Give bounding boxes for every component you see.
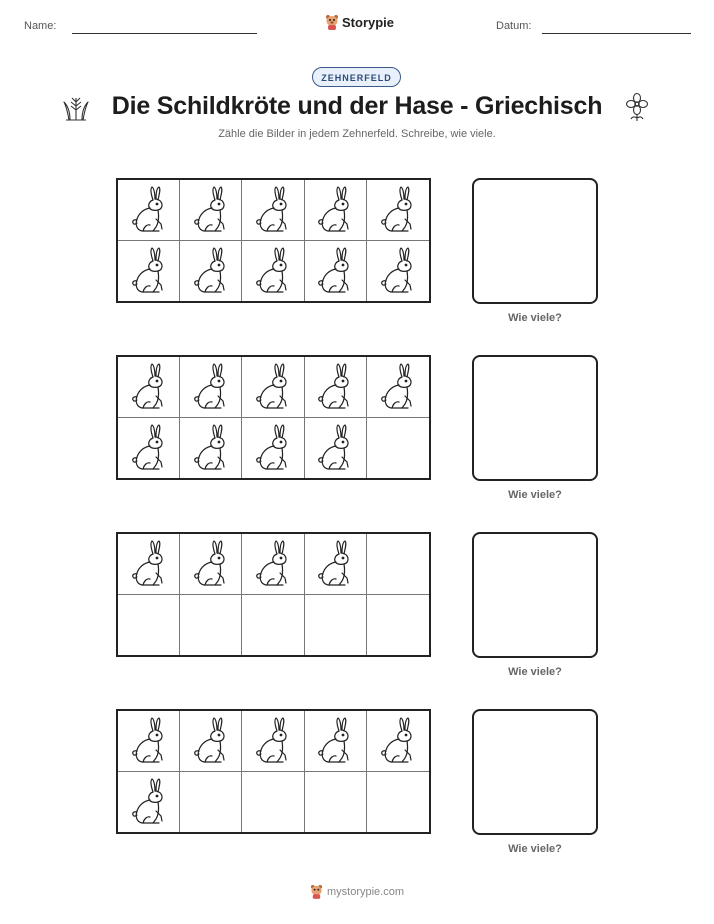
ten-frame-cell (180, 711, 242, 772)
ten-frame-cell (118, 357, 180, 418)
ten-frame-cell (118, 241, 180, 302)
rabbit-icon (128, 363, 170, 411)
ten-frame-cell (367, 357, 429, 418)
ten-frame-cell (118, 180, 180, 241)
ten-frame-cell (118, 711, 180, 772)
answer-box-2[interactable] (472, 355, 598, 481)
ten-frame-2 (116, 355, 431, 480)
answer-box-4[interactable] (472, 709, 598, 835)
ten-frame-cell (242, 711, 304, 772)
ten-frame-cell (242, 418, 304, 479)
rabbit-icon (377, 717, 419, 765)
name-line (72, 33, 257, 34)
ten-frame-cell (180, 241, 242, 302)
ten-frame-4 (116, 709, 431, 834)
rabbit-icon (128, 778, 170, 826)
rabbit-icon (314, 424, 356, 472)
rabbit-icon (314, 186, 356, 234)
ten-frame-cell (367, 772, 429, 833)
answer-box-3[interactable] (472, 532, 598, 658)
rabbit-icon (128, 717, 170, 765)
rabbit-icon (314, 363, 356, 411)
ten-frame-3 (116, 532, 431, 657)
ten-frame-cell (305, 180, 367, 241)
ten-frame-cell (180, 418, 242, 479)
rabbit-icon (252, 186, 294, 234)
ten-frame-cell (242, 180, 304, 241)
rabbit-icon (252, 363, 294, 411)
brand-logo (325, 14, 394, 30)
rabbit-icon (314, 717, 356, 765)
rabbit-icon (377, 247, 419, 295)
ten-frame-cell (242, 534, 304, 595)
ten-frame-cell (118, 534, 180, 595)
ten-frame-cell (118, 418, 180, 479)
date-line (542, 33, 691, 34)
ten-frame-cell (305, 772, 367, 833)
date-label: Datum: (496, 20, 532, 32)
storypie-mascot-icon (310, 884, 323, 899)
flower-icon (624, 92, 650, 122)
answer-box-1[interactable] (472, 178, 598, 304)
ten-frame-cell (367, 711, 429, 772)
ten-frame-cell (367, 241, 429, 302)
how-many-label-4: Wie viele? (508, 843, 562, 855)
ten-frame-cell (242, 357, 304, 418)
rabbit-icon (190, 717, 232, 765)
ten-frame-cell (305, 241, 367, 302)
ten-frame-cell (242, 772, 304, 833)
name-label: Name: (24, 20, 57, 32)
rabbit-icon (314, 540, 356, 588)
ten-frame-cell (305, 534, 367, 595)
rabbit-icon (252, 247, 294, 295)
rabbit-icon (128, 247, 170, 295)
ten-frame-cell (305, 595, 367, 656)
rabbit-icon (314, 247, 356, 295)
rabbit-icon (377, 186, 419, 234)
rabbit-icon (190, 186, 232, 234)
worksheet-type-badge: ZEHNERFELD (312, 67, 401, 87)
rabbit-icon (377, 363, 419, 411)
ten-frame-cell (242, 241, 304, 302)
rabbit-icon (252, 424, 294, 472)
page-title: Die Schildkröte und der Hase - Griechisch (111, 92, 603, 120)
rabbit-icon (128, 540, 170, 588)
ten-frame-cell (180, 595, 242, 656)
how-many-label-2: Wie viele? (508, 489, 562, 501)
how-many-label-1: Wie viele? (508, 312, 562, 324)
rabbit-icon (190, 363, 232, 411)
ten-frame-cell (180, 772, 242, 833)
rabbit-icon (190, 247, 232, 295)
ten-frame-cell (367, 595, 429, 656)
ten-frame-cell (180, 534, 242, 595)
how-many-label-3: Wie viele? (508, 666, 562, 678)
rabbit-icon (252, 540, 294, 588)
ten-frame-cell (118, 595, 180, 656)
ten-frame-cell (367, 418, 429, 479)
rabbit-icon (128, 424, 170, 472)
ten-frame-cell (242, 595, 304, 656)
brand-name: Storypie (342, 14, 395, 30)
rabbit-icon (252, 717, 294, 765)
rabbit-icon (190, 424, 232, 472)
storypie-mascot-icon (325, 14, 339, 30)
ten-frame-cell (367, 534, 429, 595)
ten-frame-cell (367, 180, 429, 241)
rabbit-icon (190, 540, 232, 588)
ten-frame-cell (305, 418, 367, 479)
rabbit-icon (128, 186, 170, 234)
ten-frame-1 (116, 178, 431, 303)
instructions: Zähle die Bilder in jedem Zehnerfeld. Schreibe, wie viele. (218, 128, 496, 140)
ten-frame-cell (305, 711, 367, 772)
footer (0, 884, 714, 899)
ten-frame-cell (305, 357, 367, 418)
ten-frame-cell (180, 357, 242, 418)
ten-frame-cell (180, 180, 242, 241)
ten-frame-cell (118, 772, 180, 833)
footer-url: mystorypie.com (326, 885, 405, 898)
